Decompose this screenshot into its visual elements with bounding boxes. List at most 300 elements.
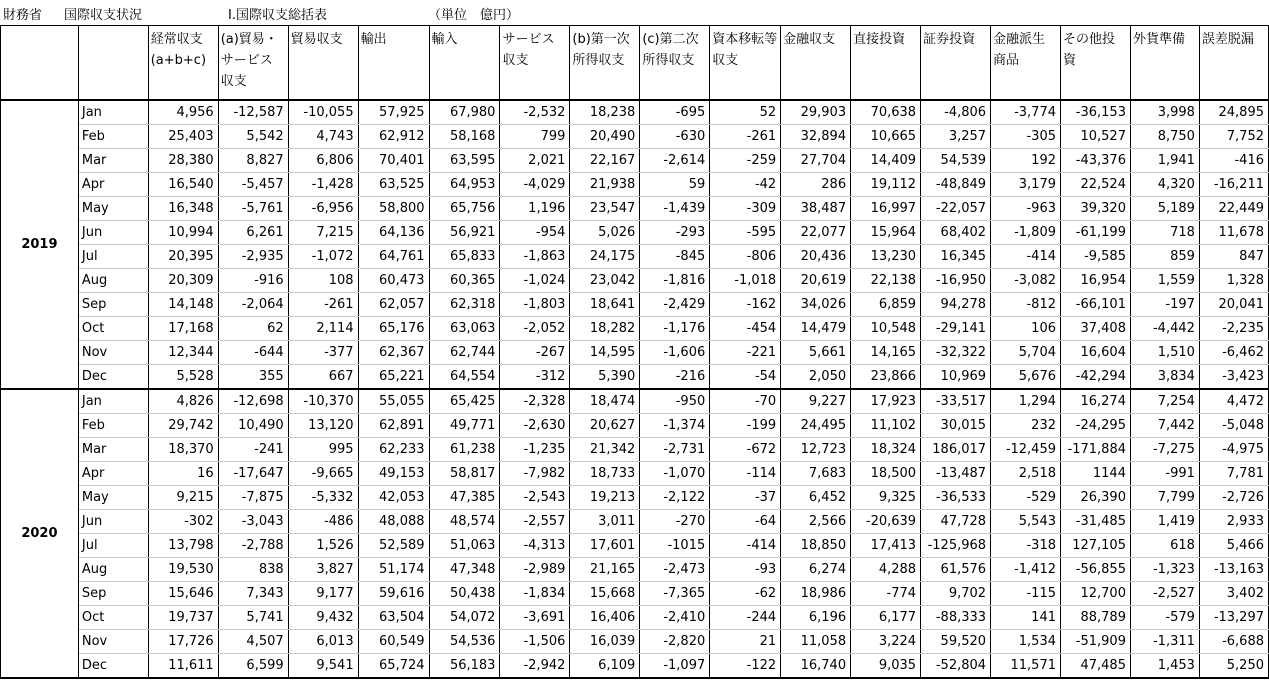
value-cell: -7,982: [500, 461, 570, 485]
value-cell: -54: [710, 364, 781, 389]
table-row: [1, 653, 1269, 678]
value-cell: 60,365: [429, 268, 500, 292]
value-cell: 18,370: [148, 437, 218, 461]
value-cell: 1,941: [1130, 148, 1199, 172]
value-cell: 58,800: [358, 196, 429, 220]
value-cell: 23,042: [570, 268, 640, 292]
month-cell: Mar: [78, 148, 148, 172]
month-cell: Aug: [78, 557, 148, 581]
value-cell: -114: [710, 461, 781, 485]
value-cell: 61,238: [429, 437, 500, 461]
value-cell: -672: [710, 437, 781, 461]
value-cell: 21,165: [570, 557, 640, 581]
value-cell: 54,536: [429, 629, 500, 653]
value-cell: 3,827: [288, 557, 358, 581]
value-cell: -32,322: [921, 340, 991, 364]
column-header: 直接投資: [851, 26, 921, 100]
value-cell: -36,153: [1061, 100, 1131, 125]
value-cell: 18,238: [570, 100, 640, 125]
table-row: [1, 605, 1269, 629]
value-cell: -1,323: [1130, 557, 1199, 581]
value-cell: 65,425: [429, 389, 500, 414]
value-cell: 30,015: [921, 413, 991, 437]
value-cell: 18,641: [570, 292, 640, 316]
subject-label: 国際収支状況: [64, 8, 143, 23]
value-cell: 286: [781, 172, 851, 196]
sheet-title-bar: [0, 0, 1269, 25]
year-cell: 2020: [1, 389, 79, 678]
value-cell: -293: [640, 220, 710, 244]
value-cell: -1,816: [640, 268, 710, 292]
column-header: 金融収支: [781, 26, 851, 100]
value-cell: -1,606: [640, 340, 710, 364]
value-cell: 11,611: [148, 653, 218, 678]
value-cell: -31,485: [1061, 509, 1131, 533]
value-cell: 232: [991, 413, 1061, 437]
table-row: [1, 340, 1269, 364]
value-cell: 65,221: [358, 364, 429, 389]
month-cell: Mar: [78, 437, 148, 461]
value-cell: 24,495: [781, 413, 851, 437]
value-cell: 1,328: [1199, 268, 1268, 292]
value-cell: 16,039: [570, 629, 640, 653]
value-cell: -6,688: [1199, 629, 1268, 653]
value-cell: 9,177: [288, 581, 358, 605]
value-cell: 20,041: [1199, 292, 1268, 316]
value-cell: -1,024: [500, 268, 570, 292]
value-cell: -244: [710, 605, 781, 629]
value-cell: -4,313: [500, 533, 570, 557]
value-cell: 6,452: [781, 485, 851, 509]
value-cell: -595: [710, 220, 781, 244]
unit-label: （単位 億円）: [428, 8, 520, 23]
value-cell: 5,741: [218, 605, 288, 629]
value-cell: 9,432: [288, 605, 358, 629]
value-cell: 16,345: [921, 244, 991, 268]
value-cell: -2,527: [1130, 581, 1199, 605]
month-cell: Oct: [78, 316, 148, 340]
value-cell: -2,052: [500, 316, 570, 340]
value-cell: 14,409: [851, 148, 921, 172]
table-row: [1, 364, 1269, 389]
value-cell: -1,018: [710, 268, 781, 292]
value-cell: 64,136: [358, 220, 429, 244]
column-header: 経常収支(a+b+c): [148, 26, 218, 100]
value-cell: 22,524: [1061, 172, 1131, 196]
value-cell: -13,163: [1199, 557, 1268, 581]
value-cell: 62: [218, 316, 288, 340]
value-cell: -1,803: [500, 292, 570, 316]
value-cell: 5,390: [570, 364, 640, 389]
value-cell: 17,601: [570, 533, 640, 557]
value-cell: 63,504: [358, 605, 429, 629]
value-cell: 11,102: [851, 413, 921, 437]
value-cell: -414: [710, 533, 781, 557]
value-cell: 12,344: [148, 340, 218, 364]
value-cell: 1,510: [1130, 340, 1199, 364]
value-cell: 32,894: [781, 124, 851, 148]
value-cell: 39,320: [1061, 196, 1131, 220]
month-cell: Jan: [78, 100, 148, 125]
value-cell: -241: [218, 437, 288, 461]
value-cell: 20,395: [148, 244, 218, 268]
value-cell: -2,064: [218, 292, 288, 316]
value-cell: 3,257: [921, 124, 991, 148]
value-cell: 11,058: [781, 629, 851, 653]
value-cell: 10,665: [851, 124, 921, 148]
value-cell: 9,227: [781, 389, 851, 414]
value-cell: -3,774: [991, 100, 1061, 125]
value-cell: 3,011: [570, 509, 640, 533]
value-cell: 17,413: [851, 533, 921, 557]
value-cell: 1,534: [991, 629, 1061, 653]
value-cell: 27,704: [781, 148, 851, 172]
value-cell: -4,975: [1199, 437, 1268, 461]
column-header: 外貨準備: [1130, 26, 1199, 100]
value-cell: -7,365: [640, 581, 710, 605]
value-cell: 58,817: [429, 461, 500, 485]
month-cell: Jun: [78, 509, 148, 533]
table-row: [1, 629, 1269, 653]
value-cell: -29,141: [921, 316, 991, 340]
value-cell: 18,282: [570, 316, 640, 340]
value-cell: 2,566: [781, 509, 851, 533]
value-cell: 5,528: [148, 364, 218, 389]
value-cell: 13,120: [288, 413, 358, 437]
column-header: その他投資: [1061, 26, 1131, 100]
value-cell: 10,548: [851, 316, 921, 340]
value-cell: -261: [710, 124, 781, 148]
value-cell: 3,402: [1199, 581, 1268, 605]
value-cell: 24,175: [570, 244, 640, 268]
value-cell: 19,213: [570, 485, 640, 509]
value-cell: 7,442: [1130, 413, 1199, 437]
column-header: [1, 26, 79, 100]
column-header: 資本移転等収支: [710, 26, 781, 100]
value-cell: 1,526: [288, 533, 358, 557]
value-cell: 16,348: [148, 196, 218, 220]
value-cell: -1,863: [500, 244, 570, 268]
value-cell: 5,543: [991, 509, 1061, 533]
value-cell: -12,698: [218, 389, 288, 414]
value-cell: -1,412: [991, 557, 1061, 581]
value-cell: 16,997: [851, 196, 921, 220]
value-cell: 17,923: [851, 389, 921, 414]
value-cell: 859: [1130, 244, 1199, 268]
value-cell: -416: [1199, 148, 1268, 172]
table-row: [1, 196, 1269, 220]
value-cell: -4,442: [1130, 316, 1199, 340]
month-cell: Jun: [78, 220, 148, 244]
value-cell: -414: [991, 244, 1061, 268]
month-cell: Jul: [78, 244, 148, 268]
value-cell: 20,490: [570, 124, 640, 148]
value-cell: 6,196: [781, 605, 851, 629]
value-cell: 7,215: [288, 220, 358, 244]
value-cell: 6,859: [851, 292, 921, 316]
value-cell: -51,909: [1061, 629, 1131, 653]
value-cell: 667: [288, 364, 358, 389]
value-cell: -42,294: [1061, 364, 1131, 389]
value-cell: 1144: [1061, 461, 1131, 485]
value-cell: 62,233: [358, 437, 429, 461]
value-cell: -2,543: [500, 485, 570, 509]
value-cell: -5,048: [1199, 413, 1268, 437]
value-cell: -377: [288, 340, 358, 364]
value-cell: -37: [710, 485, 781, 509]
value-cell: 3,179: [991, 172, 1061, 196]
value-cell: 88,789: [1061, 605, 1131, 629]
value-cell: 54,539: [921, 148, 991, 172]
table-row: [1, 292, 1269, 316]
value-cell: 11,571: [991, 653, 1061, 678]
value-cell: -24,295: [1061, 413, 1131, 437]
value-cell: -1,374: [640, 413, 710, 437]
value-cell: 4,288: [851, 557, 921, 581]
value-cell: 5,189: [1130, 196, 1199, 220]
value-cell: 16: [148, 461, 218, 485]
value-cell: -12,587: [218, 100, 288, 125]
value-cell: 56,921: [429, 220, 500, 244]
value-cell: 58,168: [429, 124, 500, 148]
value-cell: 838: [218, 557, 288, 581]
value-cell: -963: [991, 196, 1061, 220]
value-cell: -33,517: [921, 389, 991, 414]
value-cell: 62,318: [429, 292, 500, 316]
value-cell: -305: [991, 124, 1061, 148]
value-cell: -6,956: [288, 196, 358, 220]
column-header: (b)第一次所得収支: [570, 26, 640, 100]
value-cell: -2,614: [640, 148, 710, 172]
table-header: [1, 26, 1269, 100]
value-cell: 60,549: [358, 629, 429, 653]
value-cell: -630: [640, 124, 710, 148]
value-cell: 718: [1130, 220, 1199, 244]
value-cell: 7,752: [1199, 124, 1268, 148]
value-cell: -42: [710, 172, 781, 196]
value-cell: 52,589: [358, 533, 429, 557]
value-cell: -1,235: [500, 437, 570, 461]
value-cell: 6,109: [570, 653, 640, 678]
value-cell: 19,112: [851, 172, 921, 196]
value-cell: 8,750: [1130, 124, 1199, 148]
value-cell: -36,533: [921, 485, 991, 509]
value-cell: 16,540: [148, 172, 218, 196]
value-cell: -7,275: [1130, 437, 1199, 461]
value-cell: -3,043: [218, 509, 288, 533]
value-cell: 355: [218, 364, 288, 389]
value-cell: 995: [288, 437, 358, 461]
value-cell: 23,866: [851, 364, 921, 389]
value-cell: -56,855: [1061, 557, 1131, 581]
value-cell: -16,211: [1199, 172, 1268, 196]
value-cell: 50,438: [429, 581, 500, 605]
month-cell: Sep: [78, 292, 148, 316]
value-cell: 47,385: [429, 485, 500, 509]
value-cell: -221: [710, 340, 781, 364]
month-cell: May: [78, 196, 148, 220]
value-cell: 22,167: [570, 148, 640, 172]
value-cell: -2,429: [640, 292, 710, 316]
value-cell: 847: [1199, 244, 1268, 268]
value-cell: 65,833: [429, 244, 500, 268]
value-cell: -5,761: [218, 196, 288, 220]
value-cell: 4,507: [218, 629, 288, 653]
value-cell: 70,401: [358, 148, 429, 172]
value-cell: 62,367: [358, 340, 429, 364]
value-cell: -2,122: [640, 485, 710, 509]
value-cell: 17,168: [148, 316, 218, 340]
value-cell: -171,884: [1061, 437, 1131, 461]
value-cell: 14,165: [851, 340, 921, 364]
value-cell: 19,737: [148, 605, 218, 629]
value-cell: 5,026: [570, 220, 640, 244]
value-cell: -2,557: [500, 509, 570, 533]
value-cell: 51,063: [429, 533, 500, 557]
value-cell: 20,619: [781, 268, 851, 292]
month-cell: Apr: [78, 172, 148, 196]
value-cell: -774: [851, 581, 921, 605]
value-cell: -5,332: [288, 485, 358, 509]
value-cell: 6,599: [218, 653, 288, 678]
value-cell: -318: [991, 533, 1061, 557]
value-cell: 12,723: [781, 437, 851, 461]
value-cell: 18,986: [781, 581, 851, 605]
value-cell: -2,942: [500, 653, 570, 678]
value-cell: -954: [500, 220, 570, 244]
table-row: [1, 220, 1269, 244]
value-cell: 7,781: [1199, 461, 1268, 485]
table-row: [1, 581, 1269, 605]
value-cell: 38,487: [781, 196, 851, 220]
value-cell: -9,665: [288, 461, 358, 485]
value-cell: -5,457: [218, 172, 288, 196]
value-cell: 15,646: [148, 581, 218, 605]
value-cell: 64,761: [358, 244, 429, 268]
value-cell: -2,731: [640, 437, 710, 461]
value-cell: 10,527: [1061, 124, 1131, 148]
value-cell: -1,097: [640, 653, 710, 678]
value-cell: -486: [288, 509, 358, 533]
value-cell: -4,029: [500, 172, 570, 196]
value-cell: 18,474: [570, 389, 640, 414]
value-cell: 47,485: [1061, 653, 1131, 678]
value-cell: 7,254: [1130, 389, 1199, 414]
value-cell: -10,055: [288, 100, 358, 125]
value-cell: 9,035: [851, 653, 921, 678]
value-cell: -1,070: [640, 461, 710, 485]
value-cell: 25,403: [148, 124, 218, 148]
value-cell: 7,683: [781, 461, 851, 485]
value-cell: -2,410: [640, 605, 710, 629]
value-cell: 106: [991, 316, 1061, 340]
column-header: (c)第二次所得収支: [640, 26, 710, 100]
table-row: [1, 124, 1269, 148]
value-cell: 14,479: [781, 316, 851, 340]
value-cell: 22,077: [781, 220, 851, 244]
value-cell: -529: [991, 485, 1061, 509]
value-cell: 63,595: [429, 148, 500, 172]
value-cell: -115: [991, 581, 1061, 605]
value-cell: 4,472: [1199, 389, 1268, 414]
value-cell: 64,554: [429, 364, 500, 389]
month-cell: Apr: [78, 461, 148, 485]
value-cell: -6,462: [1199, 340, 1268, 364]
column-header: 金融派生商品: [991, 26, 1061, 100]
value-cell: 108: [288, 268, 358, 292]
value-cell: 62,744: [429, 340, 500, 364]
value-cell: 62,891: [358, 413, 429, 437]
value-cell: -695: [640, 100, 710, 125]
value-cell: -991: [1130, 461, 1199, 485]
value-cell: 59,616: [358, 581, 429, 605]
table-row: [1, 148, 1269, 172]
value-cell: 5,466: [1199, 533, 1268, 557]
value-cell: 2,050: [781, 364, 851, 389]
value-cell: -2,935: [218, 244, 288, 268]
month-cell: Feb: [78, 413, 148, 437]
value-cell: -1,439: [640, 196, 710, 220]
value-cell: -125,968: [921, 533, 991, 557]
value-cell: 18,733: [570, 461, 640, 485]
value-cell: -1015: [640, 533, 710, 557]
value-cell: 2,518: [991, 461, 1061, 485]
value-cell: 15,964: [851, 220, 921, 244]
value-cell: -2,532: [500, 100, 570, 125]
value-cell: -644: [218, 340, 288, 364]
value-cell: 64,953: [429, 172, 500, 196]
column-header: 証券投資: [921, 26, 991, 100]
value-cell: 16,604: [1061, 340, 1131, 364]
value-cell: -2,820: [640, 629, 710, 653]
table-name-label: Ⅰ.国際収支総括表: [228, 8, 327, 23]
value-cell: 799: [500, 124, 570, 148]
value-cell: -579: [1130, 605, 1199, 629]
value-cell: -9,585: [1061, 244, 1131, 268]
month-cell: Aug: [78, 268, 148, 292]
value-cell: -1,428: [288, 172, 358, 196]
value-cell: 49,153: [358, 461, 429, 485]
value-cell: 11,678: [1199, 220, 1268, 244]
value-cell: -259: [710, 148, 781, 172]
value-cell: -199: [710, 413, 781, 437]
value-cell: 14,595: [570, 340, 640, 364]
column-header: 輸入: [429, 26, 500, 100]
value-cell: 6,806: [288, 148, 358, 172]
month-cell: Nov: [78, 340, 148, 364]
month-cell: Oct: [78, 605, 148, 629]
value-cell: 1,196: [500, 196, 570, 220]
value-cell: 65,176: [358, 316, 429, 340]
value-cell: -812: [991, 292, 1061, 316]
value-cell: 55,055: [358, 389, 429, 414]
value-cell: 26,390: [1061, 485, 1131, 509]
value-cell: 15,668: [570, 581, 640, 605]
value-cell: 6,274: [781, 557, 851, 581]
value-cell: 3,998: [1130, 100, 1199, 125]
ministry-label: 財務省: [3, 8, 43, 23]
value-cell: -2,989: [500, 557, 570, 581]
value-cell: -2,235: [1199, 316, 1268, 340]
value-cell: -16,950: [921, 268, 991, 292]
value-cell: -122: [710, 653, 781, 678]
value-cell: 37,408: [1061, 316, 1131, 340]
value-cell: 1,419: [1130, 509, 1199, 533]
value-cell: -916: [218, 268, 288, 292]
value-cell: 4,956: [148, 100, 218, 125]
value-cell: -162: [710, 292, 781, 316]
value-cell: 67,980: [429, 100, 500, 125]
